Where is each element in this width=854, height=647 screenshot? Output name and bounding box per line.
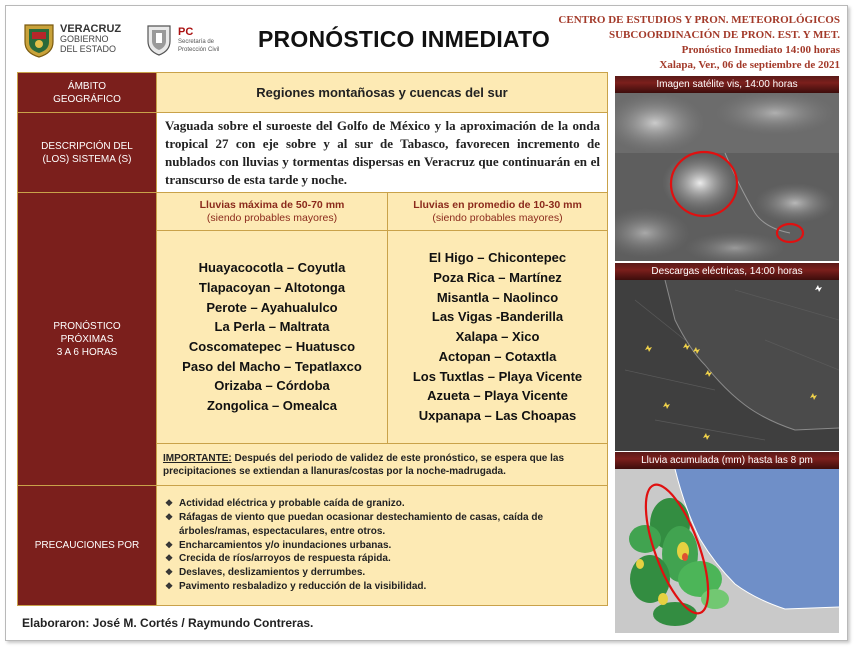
pron-label-line2: PRÓXIMAS bbox=[60, 333, 114, 345]
diamond-bullet-icon: ❖ bbox=[165, 539, 174, 550]
region-item: Coscomatepec – Huatusco bbox=[188, 339, 356, 354]
precaution-item bbox=[165, 580, 601, 594]
important-label: IMPORTANTE: bbox=[163, 452, 232, 464]
header-line-1: CENTRO DE ESTUDIOS Y PRON. METEOROLÓGICOS bbox=[558, 14, 840, 26]
forecast-table bbox=[17, 72, 608, 606]
desc-label bbox=[18, 113, 157, 193]
lightning-caption: Descargas eléctricas, 14:00 horas bbox=[615, 263, 839, 280]
precaution-text: Pavimento resbaladizo y reducción de la visibilidad. bbox=[179, 580, 427, 592]
precaution-item bbox=[165, 539, 601, 553]
desc-value: Vaguada sobre el suroeste del Golfo de México y la aproximación de la onda tropical 27 con eje sobre y al sur de Tabasco, favorecen incremento de nublados con lluvias y tormentas dispersas en Veracruz que continuarán en el transcurso de esta tarde y noche. bbox=[157, 113, 608, 193]
precaution-text: Ráfagas de viento que puedan ocasionar destechamiento de casas, caída de árboles/ramas, espectaculares, entre otros. bbox=[179, 512, 544, 537]
precaution-text: Crecida de ríos/arroyos de respuesta rápida. bbox=[179, 553, 391, 565]
precaution-item bbox=[165, 552, 601, 566]
region-item: El Higo – Chicontepec bbox=[428, 250, 567, 266]
region-item: Uxpanapa – Las Choapas bbox=[418, 407, 577, 423]
ambito-label-line2: GEOGRÁFICO bbox=[53, 93, 121, 105]
veracruz-logo-text bbox=[60, 24, 121, 54]
precaution-text: Deslaves, deslizamientos y derrumbes. bbox=[179, 567, 366, 579]
important-text: Después del periodo de validez de este pronóstico, se espera que las precipitaciones se extiendan a llanuras/costas por la noche-madrugada. bbox=[163, 452, 565, 477]
col1-header-line2: (siendo probables mayores) bbox=[206, 211, 338, 224]
ambito-label-line1: ÁMBITO bbox=[67, 80, 107, 92]
region-item: Los Tuxtlas – Playa Vicente bbox=[412, 368, 583, 384]
col2-regions bbox=[388, 231, 608, 444]
region-item: Huayacocotla – Coyutla bbox=[198, 260, 346, 276]
col2-header bbox=[388, 193, 608, 231]
veracruz-shield-icon bbox=[22, 22, 56, 58]
region-item: Perote – Ayahualulco bbox=[206, 299, 338, 315]
rain-caption: Lluvia acumulada (mm) hasta las 8 pm bbox=[615, 452, 839, 469]
region-item: Paso del Macho – Tepatlaxco bbox=[182, 358, 362, 374]
desc-label-line2: (LOS) SISTEMA (S) bbox=[42, 153, 132, 165]
region-item: Tlapacoyan – Altotonga bbox=[198, 279, 346, 295]
col2-header-line2: (siendo probables mayores) bbox=[432, 211, 563, 224]
pron-label-line3: 3 A 6 HORAS bbox=[56, 346, 118, 358]
precaution-text: Actividad eléctrica y probable caída de granizo. bbox=[179, 498, 405, 510]
satellite-image bbox=[615, 93, 839, 261]
diamond-bullet-icon: ❖ bbox=[165, 512, 174, 522]
region-item: Zongolica – Omealca bbox=[206, 398, 338, 414]
header-info bbox=[558, 13, 840, 73]
pron-label-line1: PRONÓSTICO bbox=[53, 320, 121, 332]
region-item: Orizaba – Córdoba bbox=[214, 378, 330, 394]
diamond-bullet-icon: ❖ bbox=[165, 580, 174, 591]
main-title: PRONÓSTICO INMEDIATO bbox=[258, 26, 550, 52]
rain-image bbox=[615, 469, 839, 633]
region-item: Poza Rica – Martínez bbox=[433, 270, 562, 286]
precaution-text: Encharcamientos y/o inundaciones urbanas. bbox=[179, 539, 392, 551]
ver-sub1: GOBIERNO bbox=[60, 34, 109, 44]
col1-header bbox=[157, 193, 388, 231]
col1-regions bbox=[157, 231, 388, 444]
pc-sub2: Protección Civil bbox=[178, 47, 220, 53]
region-item: Xalapa – Xico bbox=[455, 329, 540, 345]
region-item: Las Vigas -Banderilla bbox=[431, 309, 564, 325]
pc-title: PC bbox=[178, 26, 194, 38]
precaution-item bbox=[165, 511, 601, 539]
region-item: La Perla – Maltrata bbox=[214, 319, 330, 335]
lightning-image bbox=[615, 280, 839, 451]
diamond-bullet-icon: ❖ bbox=[165, 498, 174, 509]
proteccion-civil-shield-icon bbox=[146, 24, 172, 56]
desc-label-line1: DESCRIPCIÓN DEL bbox=[41, 140, 133, 152]
col1-header-line1: Lluvias máxima de 50-70 mm bbox=[199, 198, 345, 211]
region-item: Azueta – Playa Vicente bbox=[427, 388, 568, 404]
pronostico-label bbox=[18, 193, 157, 486]
pc-logo-text bbox=[178, 26, 219, 54]
header-line-4: Xalapa, Ver., 06 de septiembre de 2021 bbox=[659, 59, 840, 71]
precautions-label: PRECAUCIONES POR bbox=[18, 486, 157, 606]
footer-credits: Elaboraron: José M. Cortés / Raymundo Contreras. bbox=[22, 616, 314, 630]
ambito-value: Regiones montañosas y cuencas del sur bbox=[157, 73, 608, 113]
region-item: Misantla – Naolinco bbox=[436, 289, 559, 305]
region-item: Actopan – Cotaxtla bbox=[438, 348, 557, 364]
pc-sub1: Secretaría de bbox=[178, 39, 215, 45]
important-note bbox=[157, 444, 608, 486]
diamond-bullet-icon: ❖ bbox=[165, 567, 174, 578]
precaution-item bbox=[165, 497, 601, 511]
diamond-bullet-icon: ❖ bbox=[165, 553, 174, 564]
precautions-list bbox=[157, 486, 608, 606]
ver-sub2: DEL ESTADO bbox=[60, 44, 117, 54]
header-line-2: SUBCOORDINACIÓN DE PRON. EST. Y MET. bbox=[608, 29, 840, 41]
satellite-caption: Imagen satélite vis, 14:00 horas bbox=[615, 76, 839, 93]
ver-title: VERACRUZ bbox=[60, 23, 122, 35]
precaution-item bbox=[165, 566, 601, 580]
header-line-3: Pronóstico Inmediato 14:00 horas bbox=[681, 44, 840, 56]
ambito-label bbox=[18, 73, 157, 113]
col2-header-line1: Lluvias en promedio de 10-30 mm bbox=[413, 198, 582, 211]
